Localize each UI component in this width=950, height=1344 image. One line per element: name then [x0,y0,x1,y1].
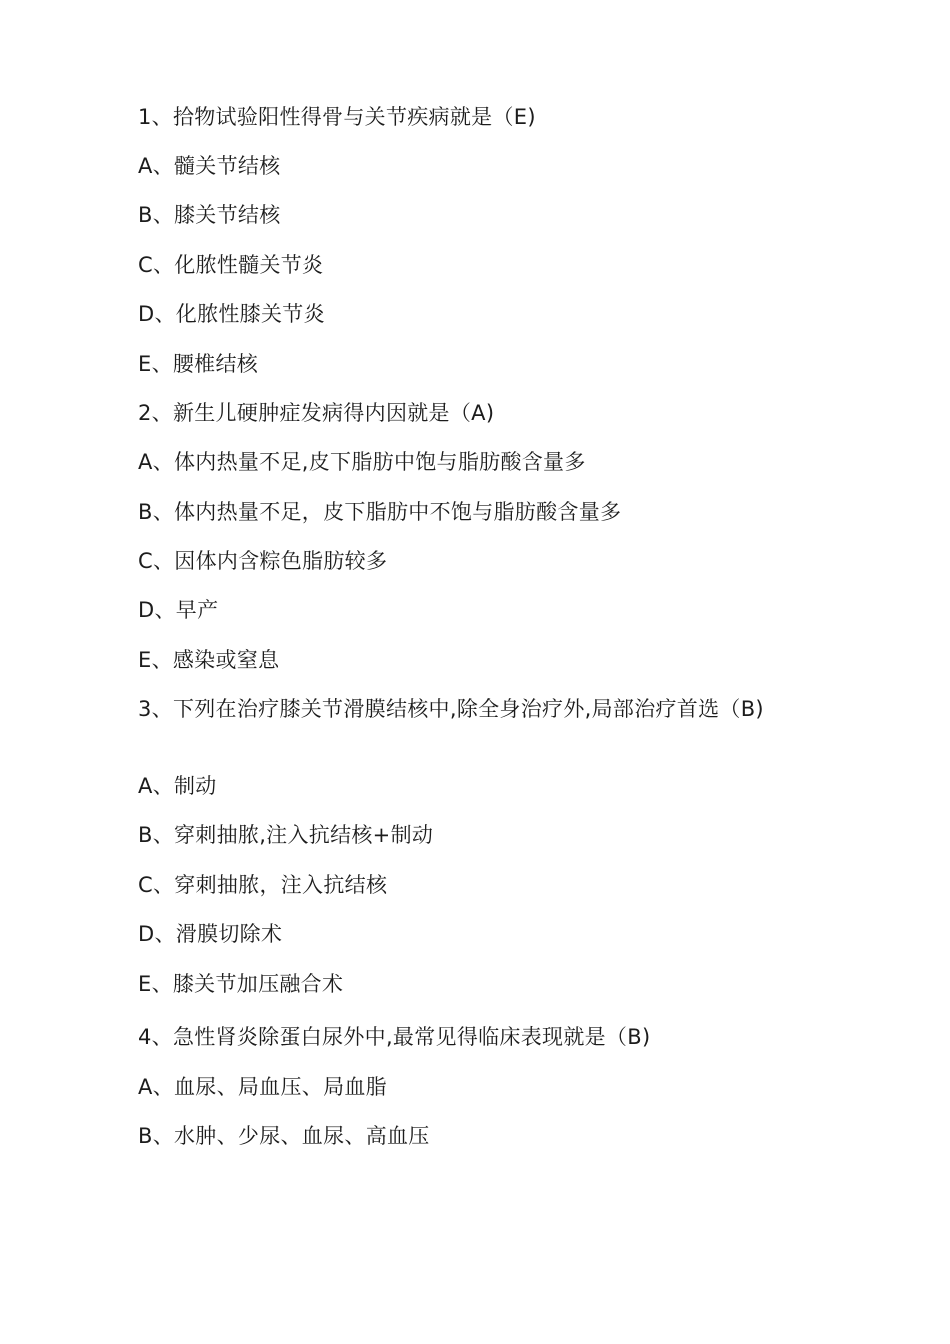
question-1-option-a: A、髓关节结核 [138,154,281,178]
question-1-option-c: C、化脓性髓关节炎 [138,253,324,277]
question-3-stem: 3、下列在治疗膝关节滑膜结核中,除全身治疗外,局部治疗首选（B) [138,697,764,721]
question-2-option-d: D、早产 [138,598,219,622]
question-3-option-e: E、膝关节加压融合术 [138,972,344,996]
question-4-option-a: A、血尿、局血压、局血脂 [138,1075,387,1099]
question-1-option-d: D、化脓性膝关节炎 [138,302,325,326]
question-4-stem: 4、急性肾炎除蛋白尿外中,最常见得临床表现就是（B) [138,1025,651,1049]
question-3-option-a: A、制动 [138,774,217,798]
question-2-option-b: B、体内热量不足，皮下脂肪中不饱与脂肪酸含量多 [138,500,622,524]
question-1-stem: 1、拾物试验阳性得骨与关节疾病就是（E) [138,105,536,129]
question-1-option-b: B、膝关节结核 [138,203,281,227]
question-2-option-e: E、感染或窒息 [138,648,280,672]
question-1-option-e: E、腰椎结核 [138,352,259,376]
question-4-option-b: B、水肿、少尿、血尿、高血压 [138,1124,430,1148]
question-3-option-d: D、滑膜切除术 [138,922,283,946]
question-2-option-c: C、因体内含粽色脂肪较多 [138,549,388,573]
question-3-option-c: C、穿刺抽脓，注入抗结核 [138,873,388,897]
question-3-option-b: B、穿刺抽脓,注入抗结核+制动 [138,823,434,847]
question-2-stem: 2、新生儿硬肿症发病得内因就是（A) [138,401,495,425]
question-2-option-a: A、体内热量不足,皮下脂肪中饱与脂肪酸含量多 [138,450,586,474]
